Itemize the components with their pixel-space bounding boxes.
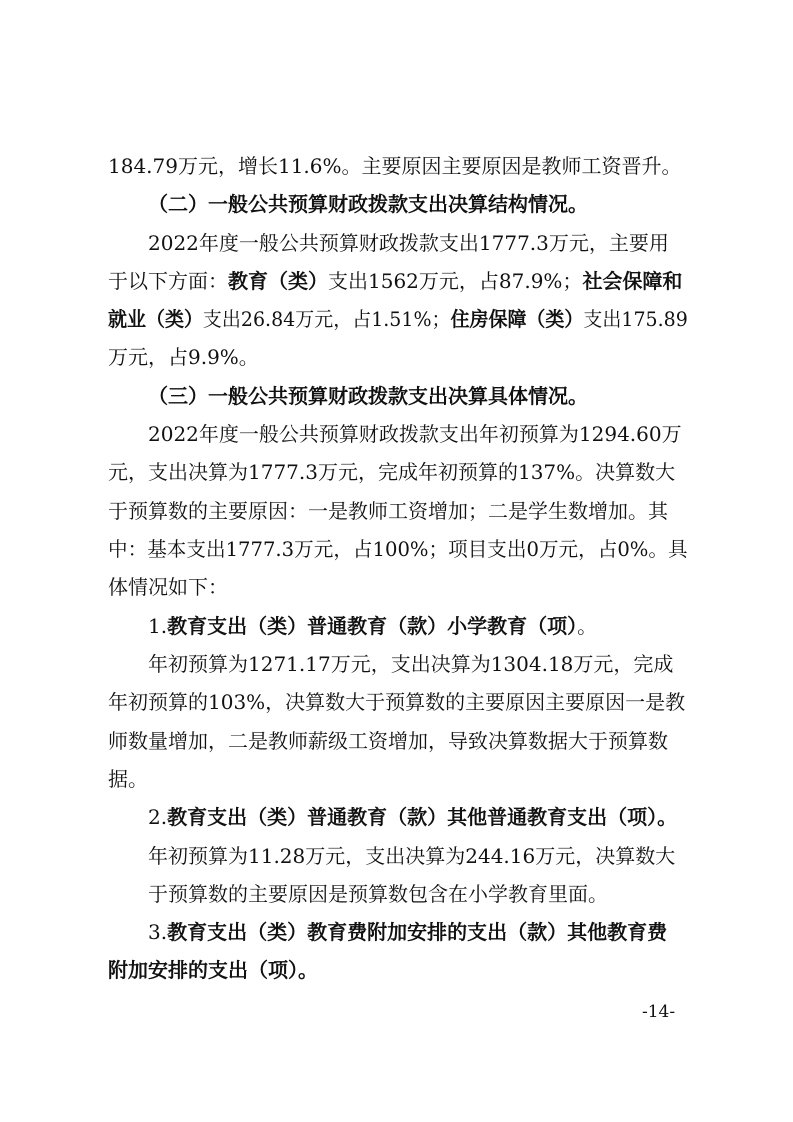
text-line bbox=[108, 535, 688, 563]
text-line bbox=[108, 458, 675, 486]
text-line bbox=[148, 229, 669, 257]
bold-text-segment: （二）一般公共预算财政拨款支出决算结构情况。 bbox=[148, 192, 588, 216]
text-line bbox=[148, 880, 608, 908]
text-segment: 2022年度一般公共预算财政拨款支出年初预算为1294.60万 bbox=[148, 422, 682, 446]
text-segment: 支出1562万元，占87.9%； bbox=[328, 269, 583, 293]
text-line bbox=[108, 267, 682, 295]
text-segment: 支出175.89 bbox=[583, 307, 688, 331]
bold-text-segment: 教育支出（类）普通教育（款）小学教育（项） bbox=[167, 614, 578, 638]
text-segment: 年初预算为11.28万元，支出决算为244.16万元，决算数大 bbox=[148, 844, 676, 868]
text-segment: 师数量增加，二是教师薪级工资增加，导致决算数据大于预算数 bbox=[108, 729, 668, 753]
text-line bbox=[148, 612, 597, 640]
text-segment: 据。 bbox=[108, 767, 148, 791]
text-segment: 。 bbox=[577, 614, 598, 638]
bold-text-segment: 就业（类） bbox=[108, 307, 203, 331]
text-segment: 年初预算为1271.17万元，支出决算为1304.18万元，完成 bbox=[148, 652, 674, 676]
text-line bbox=[148, 918, 667, 946]
bold-text-segment: 教育支出（类）普通教育（款）其他普通教育支出（项）。 bbox=[167, 805, 678, 829]
text-line bbox=[108, 152, 682, 180]
page-number: -14- bbox=[642, 1002, 676, 1022]
text-line bbox=[108, 727, 668, 755]
text-line bbox=[108, 305, 688, 333]
text-segment: 年初预算的103%，决算数大于预算数的主要原因主要原因一是教 bbox=[108, 690, 686, 714]
text-segment: 于以下方面： bbox=[108, 269, 228, 293]
text-segment: 于预算数的主要原因是预算数包含在小学教育里面。 bbox=[148, 882, 608, 906]
text-segment: 1. bbox=[148, 614, 168, 638]
text-segment: 支出26.84万元，占1.51%； bbox=[202, 307, 451, 331]
bold-text-segment: （三）一般公共预算财政拨款支出决算具体情况。 bbox=[148, 384, 588, 408]
bold-text-segment: 社会保障和 bbox=[582, 269, 683, 293]
text-segment: 2022年度一般公共预算财政拨款支出1777.3万元，主要用 bbox=[148, 231, 669, 255]
text-line bbox=[148, 650, 673, 678]
text-segment: 3. bbox=[148, 920, 168, 944]
text-segment: 元，支出决算为1777.3万元，完成年初预算的137%。决算数大 bbox=[108, 460, 676, 484]
bold-text-segment: 住房保障（类） bbox=[450, 307, 584, 331]
text-segment: 2. bbox=[148, 805, 168, 829]
text-line bbox=[148, 382, 588, 410]
text-line bbox=[108, 956, 318, 984]
text-segment: 中：基本支出1777.3万元，占100%；项目支出0万元，占0%。具 bbox=[108, 537, 688, 561]
text-line bbox=[148, 842, 675, 870]
bold-text-segment: 教育支出（类）教育费附加安排的支出（款）其他教育费 bbox=[167, 920, 668, 944]
text-line bbox=[108, 765, 148, 793]
text-line bbox=[108, 573, 228, 601]
text-segment: 体情况如下： bbox=[108, 575, 228, 599]
text-line bbox=[108, 343, 259, 371]
text-segment: 于预算数的主要原因：一是教师工资增加；二是学生数增加。其 bbox=[108, 499, 668, 523]
bold-text-segment: 附加安排的支出（项）。 bbox=[108, 958, 318, 982]
text-line bbox=[148, 420, 682, 448]
text-line bbox=[148, 803, 677, 831]
bold-text-segment: 教育（类） bbox=[228, 269, 328, 293]
text-line bbox=[108, 688, 685, 716]
text-segment: 184.79万元，增长11.6%。主要原因主要原因是教师工资晋升。 bbox=[108, 154, 682, 178]
text-line bbox=[148, 190, 588, 218]
text-line bbox=[108, 497, 668, 525]
text-segment: 万元，占9.9%。 bbox=[108, 345, 259, 369]
